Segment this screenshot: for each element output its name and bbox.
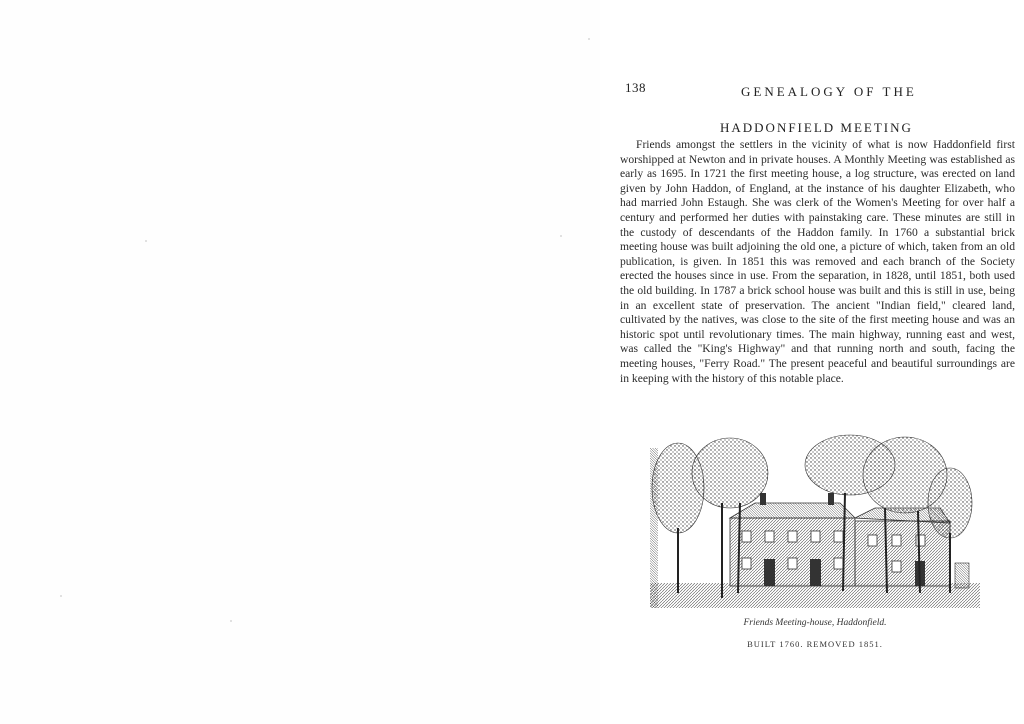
- page-number: 138: [625, 80, 646, 95]
- paper-speck: [145, 240, 147, 242]
- meeting-house-engraving: [650, 433, 980, 613]
- section-heading: HADDONFIELD MEETING: [720, 120, 913, 135]
- body-paragraph: Friends amongst the settlers in the vicinity of what is now Haddonfield first worshipped at Newton and in private houses. A Monthly Meeting was established as early as 1695. In 1721 the first meeting house, a log structure, was erected on land given by John Haddon, of England, at the instance of his daughter Elizabeth, who had married John Estaugh. She was clerk of the Women's Meeting for over half a century and performed her duties with painstaking care. These minutes are still in the custody of descendants of the Haddon family. In 1760 a substantial brick meeting house was built adjoining the old one, a picture of which, taken from an old publication, is given. In 1851 this was removed and each branch of the Society erected the houses since in use. From the separation, in 1828, until 1851, both used the old building. In 1787 a brick school house was built and this is still in use, being in an excellent state of preservation. The ancient "Indian field," cleared land, cultivated by the natives, was close to the site of the first meeting house and was an historic spot until revolutionary times. The main highway, running east and west, was called the "King's Highway" and that running north and south, facing the meeting houses, "Ferry Road." The present peaceful and beautiful surroundings are in keeping with the history of this notable place.: [620, 138, 1015, 385]
- paper-speck: [560, 235, 562, 237]
- illustration-dates: BUILT 1760. REMOVED 1851.: [747, 639, 883, 649]
- book-page: [600, 0, 1024, 724]
- paper-speck: [60, 595, 62, 597]
- running-head: GENEALOGY OF THE: [741, 84, 917, 99]
- paper-speck: [588, 38, 590, 40]
- paper-speck: [230, 620, 232, 622]
- illustration-caption: Friends Meeting-house, Haddonfield.: [743, 618, 887, 628]
